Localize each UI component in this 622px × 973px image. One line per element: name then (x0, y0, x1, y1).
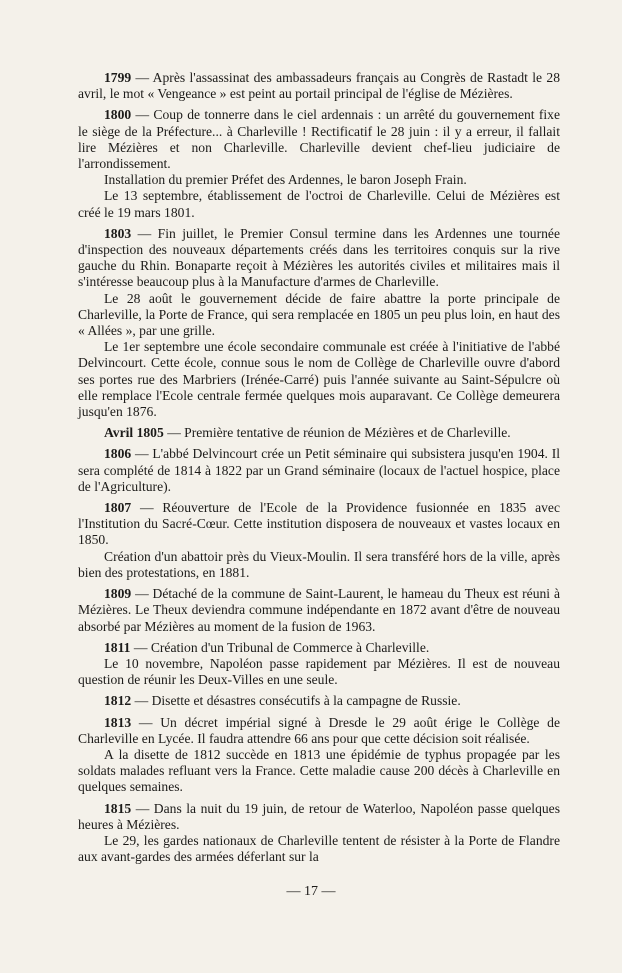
entry-year: 1812 (104, 693, 132, 709)
chronology-entry (78, 715, 560, 796)
entry-paragraph (78, 107, 560, 172)
entry-year: 1800 (104, 107, 132, 123)
chronology-entry (78, 801, 560, 866)
entry-paragraph (78, 500, 560, 549)
entry-year: 1803 (104, 225, 132, 241)
entry-year: 1799 (104, 70, 132, 85)
entry-year: 1809 (104, 586, 132, 602)
entry-paragraph (78, 833, 560, 865)
entry-paragraph (78, 693, 560, 709)
entry-paragraph (78, 446, 560, 495)
entry-text: — Après l'assassinat des ambassadeurs français au Congrès de Rastadt le 28 avril, le mot « Vengeance » est peint au portail principal de l'église de Mézières. (78, 70, 560, 102)
entry-text: Le 13 septembre, établissement de l'octroi de Charleville. Celui de Mézières est créé le 19 mars 1801. (78, 188, 560, 220)
entry-year: 1813 (104, 714, 132, 730)
entry-text: — L'abbé Delvincourt crée un Petit séminaire qui subsistera jusqu'en 1904. Il sera complété de 1814 à 1822 par un Grand séminaire (locaux de l'actuel hospice, place de l'Agriculture). (78, 446, 560, 494)
entry-paragraph (78, 339, 560, 420)
chronology-entry (78, 425, 560, 441)
entry-text: A la disette de 1812 succède en 1813 une épidémie de typhus propagée par les soldats malades refluant vers la France. Cette maladie cause 200 décès à Charleville en quelques semaines. (78, 746, 560, 795)
entry-text: — Dans la nuit du 19 juin, de retour de Waterloo, Napoléon passe quelques heures à Mézières. (78, 800, 560, 832)
entry-year: 1806 (104, 446, 132, 462)
entry-text: Le 1er septembre une école secondaire communale est créée à l'initiative de l'abbé Delvincourt. Cette école, connue sous le nom de Collège de Charleville ouvre d'abord ses portes rue des Marbriers (Irénée-Carré) puis l'année suivante au Saint-Sépulcre où elle remplace l'Ecole centrale fermée quelques mois auparavant. Ce Collège demeurera jusqu'en 1876. (78, 339, 560, 420)
chronology-entry (78, 640, 560, 689)
page-body (78, 70, 560, 870)
entry-text: Installation du premier Préfet des Ardennes, le baron Joseph Frain. (104, 172, 467, 188)
entry-text: — Création d'un Tribunal de Commerce à Charleville. (133, 639, 430, 655)
chronology-entry (78, 107, 560, 220)
entry-year: 1807 (104, 500, 132, 516)
entry-text: — Détaché de la commune de Saint-Laurent, le hameau du Theux est réuni à Mézières. Le Theux deviendra commune indépendante en 1872 avant d'être de nouveau absorbé par Mézières au moment de la fusion de 1963. (78, 586, 560, 634)
entry-paragraph (78, 747, 560, 796)
entry-paragraph (78, 715, 560, 747)
entry-paragraph (78, 291, 560, 340)
entry-year: 1815 (104, 800, 132, 816)
page-number: — 17 — (286, 884, 336, 899)
entry-paragraph (78, 549, 560, 581)
entry-paragraph (78, 70, 560, 102)
chronology-entry (78, 586, 560, 635)
entry-year: 1811 (104, 639, 131, 655)
chronology-entry (78, 693, 560, 709)
entry-text: — Disette et désastres consécutifs à la campagne de Russie. (134, 693, 461, 709)
entry-text: — Coup de tonnerre dans le ciel ardennais : un arrêté du gouvernement fixe le siège de la Préfecture... à Charleville ! Rectificatif le 28 juin : il y a erreur, il fallait lire Mézières et non Charleville. Charleville devient chef-lieu judiciaire de l'arrondissement. (78, 107, 560, 172)
entry-paragraph (78, 226, 560, 291)
entry-text: — Première tentative de réunion de Mézières et de Charleville. (167, 425, 511, 441)
entry-text: — Un décret impérial signé à Dresde le 29 août érige le Collège de Charleville en Lycée. Il faudra attendre 66 ans pour que cette décision soit réalisée. (78, 714, 560, 746)
chronology-entry (78, 500, 560, 581)
entry-year: Avril 1805 (104, 425, 164, 441)
chronology-entry (78, 226, 560, 420)
entry-text: Le 10 novembre, Napoléon passe rapidement par Mézières. Il est de nouveau question de réunir les Deux-Villes en une seule. (78, 655, 560, 688)
entry-paragraph (78, 172, 560, 188)
entry-paragraph (78, 586, 560, 635)
entry-text: — Réouverture de l'Ecole de la Providence fusionnée en 1835 avec l'Institution du Sacré-Cœur. Cette institution disposera de nouveaux et vastes locaux en 1850. (78, 500, 560, 548)
entry-paragraph (78, 656, 560, 688)
entry-paragraph (78, 425, 560, 441)
entry-text: Le 28 août le gouvernement décide de faire abattre la porte principale de Charleville, la Porte de France, qui sera remplacée en 1805 un peu plus loin, en haut des « Allées », par une grille. (78, 290, 560, 339)
entry-paragraph (78, 188, 560, 220)
entry-paragraph (78, 801, 560, 833)
entry-text: Le 29, les gardes nationaux de Charleville tentent de résister à la Porte de Flandre aux avant-gardes des armées déferlant sur la (78, 832, 560, 865)
chronology-entry (78, 70, 560, 102)
entry-paragraph (78, 640, 560, 656)
entry-text: — Fin juillet, le Premier Consul termine dans les Ardennes une tournée d'inspection des nouveaux départements créés dans les territoires conquis sur la rive gauche du Rhin. Bonaparte reçoit à Mézières les autorités civiles et militaires mais il s'intéresse beaucoup plus à la Manufacture d'armes de Charleville. (78, 225, 560, 290)
entry-text: Création d'un abattoir près du Vieux-Moulin. Il sera transféré hors de la ville, après bien des protestations, en 1881. (78, 548, 560, 580)
chronology-entry (78, 446, 560, 495)
